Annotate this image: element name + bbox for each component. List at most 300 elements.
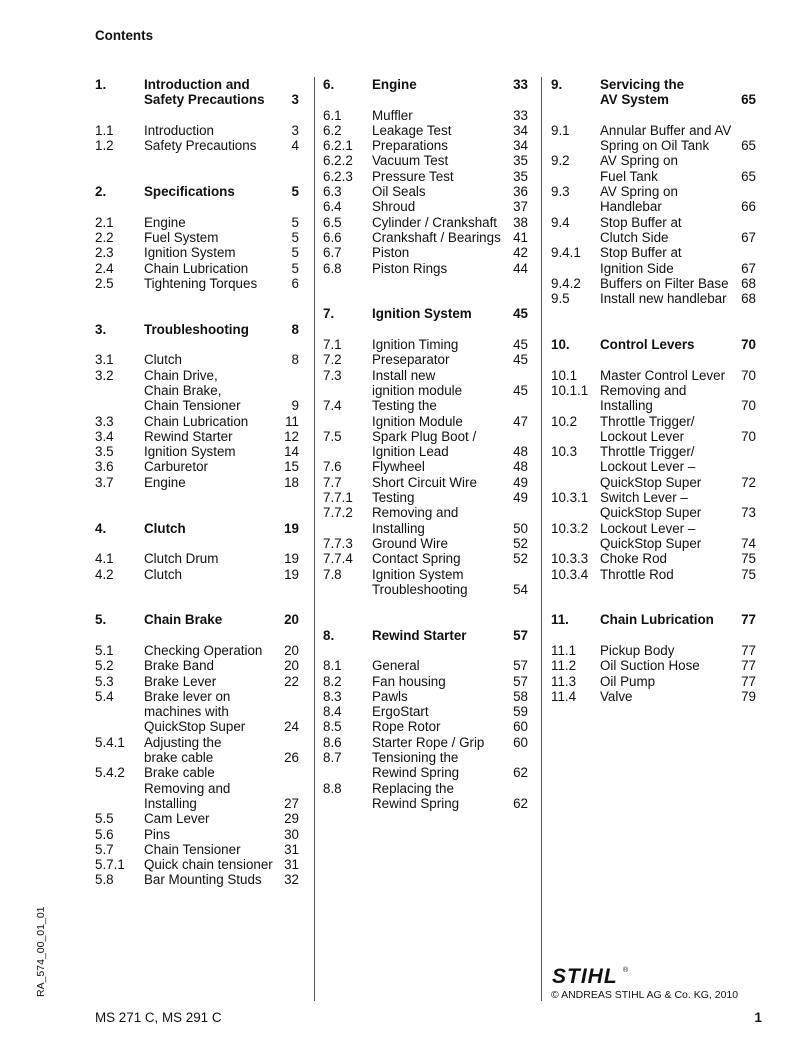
row-spacer [95, 108, 299, 123]
toc-entry-page: 77 [741, 658, 756, 674]
toc-entry-title: Shroud [372, 199, 416, 215]
toc-entry-number: 9.5 [551, 291, 570, 307]
toc-entry-page: 52 [513, 551, 528, 567]
toc-entry-title: Clutch [144, 566, 182, 582]
toc-entry-title: ignition module [372, 382, 463, 398]
toc-entry-title: Installing [372, 520, 425, 536]
toc-entry [551, 245, 756, 260]
toc-section-heading [95, 322, 299, 337]
toc-entry-title: Pins [144, 826, 171, 842]
toc-entry-title: Starter Rope / Grip [372, 734, 485, 750]
toc-entry-number: 2.5 [95, 275, 114, 291]
toc-entry [95, 674, 299, 689]
toc-entry-title: Rewind Spring [372, 765, 460, 781]
toc-entry-page: 34 [513, 138, 528, 154]
row-spacer [551, 582, 756, 597]
toc-entry-title: Engine [144, 214, 186, 230]
row-spacer [95, 306, 299, 321]
row-spacer [323, 612, 528, 627]
toc-entry [551, 689, 756, 704]
toc-entry-title: Chain Brake, [144, 382, 222, 398]
toc-entry-page: 5 [291, 184, 299, 200]
toc-entry [323, 536, 528, 551]
toc-entry [323, 490, 528, 505]
toc-entry [323, 781, 528, 796]
toc-entry-page: 77 [741, 673, 756, 689]
toc-entry-number: 5.7 [95, 841, 114, 857]
toc-entry-page: 45 [513, 382, 528, 398]
toc-entry-page: 49 [513, 474, 528, 490]
toc-entry [95, 796, 299, 811]
toc-entry [551, 368, 756, 383]
toc-entry-title: Lockout Lever [600, 428, 685, 444]
toc-entry [95, 429, 299, 444]
toc-entry-title: Annular Buffer and AV [600, 122, 732, 138]
toc-entry [323, 352, 528, 367]
toc-entry-number: 9. [551, 77, 563, 92]
toc-entry-title: Brake Band [144, 658, 214, 674]
toc-entry-title: Pawls [372, 688, 408, 704]
toc-entry [551, 521, 756, 536]
toc-column-2 [323, 77, 528, 811]
row-spacer [323, 322, 528, 337]
copyright-notice: © ANDREAS STIHL AG & Co. KG, 2010 [551, 989, 739, 1001]
toc-entry-number: 10.1.1 [551, 382, 589, 398]
toc-entry [323, 796, 528, 811]
toc-entry-title: Engine [144, 474, 186, 490]
toc-entry-page: 65 [741, 168, 756, 184]
toc-entry [323, 368, 528, 383]
toc-entry [323, 750, 528, 765]
toc-entry-page: 24 [284, 719, 299, 735]
toc-entry-number: 5.1 [95, 642, 114, 658]
toc-entry-page: 8 [291, 321, 299, 337]
toc-entry [551, 475, 756, 490]
toc-entry-number: 5.2 [95, 658, 114, 674]
toc-entry-number: 5.4 [95, 688, 114, 704]
toc-entry-number: 3. [95, 321, 107, 337]
toc-entry-title: Throttle Trigger/ [600, 444, 695, 460]
toc-entry [95, 475, 299, 490]
toc-entry-title: Piston [372, 245, 410, 261]
toc-entry-page: 49 [513, 490, 528, 506]
toc-entry-number: 7.1 [323, 337, 342, 353]
toc-entry-title: Throttle Trigger/ [600, 413, 695, 429]
toc-entry-title: Introduction [144, 122, 214, 138]
toc-entry-title: Servicing the [600, 77, 685, 92]
toc-entry-title: Vacuum Test [372, 153, 449, 169]
toc-entry-page: 27 [284, 795, 299, 811]
toc-entry-page: 52 [513, 535, 528, 551]
toc-entry [323, 215, 528, 230]
toc-section-heading [323, 628, 528, 643]
toc-section-heading [95, 92, 299, 107]
toc-entry [95, 765, 299, 780]
toc-entry-number: 4. [95, 520, 107, 536]
toc-entry-number: 6.2.1 [323, 138, 353, 154]
row-spacer [551, 628, 756, 643]
toc-entry-title: Stop Buffer at [600, 214, 682, 230]
toc-entry-title: Preparations [372, 138, 448, 154]
toc-entry-page: 37 [513, 199, 528, 215]
toc-entry [323, 505, 528, 520]
toc-entry-page: 29 [284, 811, 299, 827]
toc-entry-title: Ignition System [372, 306, 472, 322]
toc-entry [323, 765, 528, 780]
toc-entry [95, 857, 299, 872]
toc-entry-title: Clutch Side [600, 229, 669, 245]
toc-entry-number: 1.2 [95, 138, 114, 154]
toc-entry-title: Clutch [144, 520, 186, 536]
toc-entry-number: 8.7 [323, 750, 342, 766]
toc-entry [323, 398, 528, 413]
toc-entry-page: 36 [513, 184, 528, 200]
row-spacer [551, 306, 756, 321]
toc-entry-number: 5.4.1 [95, 734, 125, 750]
toc-entry [551, 658, 756, 673]
toc-entry-page: 45 [513, 352, 528, 368]
toc-entry-number: 10.2 [551, 413, 578, 429]
toc-entry-number: 9.3 [551, 184, 570, 200]
toc-entry-title: Flywheel [372, 459, 425, 475]
toc-entry-page: 77 [741, 612, 756, 628]
toc-entry-page: 48 [513, 444, 528, 460]
toc-entry-page: 70 [741, 428, 756, 444]
row-spacer [95, 597, 299, 612]
toc-entry-title: Adjusting the [144, 734, 222, 750]
toc-entry-page: 62 [513, 795, 528, 811]
toc-entry-title: Stop Buffer at [600, 245, 682, 261]
toc-entry-title: Oil Pump [600, 673, 656, 689]
row-spacer [551, 597, 756, 612]
toc-section-heading [323, 77, 528, 92]
toc-entry-title: Removing and [372, 505, 459, 521]
toc-entry-page: 3 [291, 92, 299, 108]
toc-entry-page: 57 [513, 673, 528, 689]
toc-entry-title: AV Spring on [600, 153, 678, 169]
toc-entry-title: ErgoStart [372, 704, 429, 720]
toc-entry [551, 536, 756, 551]
toc-entry-title: Short Circuit Wire [372, 474, 477, 490]
toc-entry-number: 6.2.3 [323, 168, 353, 184]
toc-entry [551, 123, 756, 138]
toc-entry-title: Clutch [144, 352, 182, 368]
toc-entry [551, 184, 756, 199]
toc-entry-page: 35 [513, 168, 528, 184]
toc-entry-title: Spark Plug Boot / [372, 428, 477, 444]
toc-entry-title: Chain Tensioner [144, 398, 241, 414]
toc-entry-number: 7.7 [323, 474, 342, 490]
toc-entry [323, 521, 528, 536]
toc-entry-title: Switch Lever – [600, 490, 688, 506]
toc-entry-page: 4 [291, 138, 299, 154]
toc-entry-title: Buffers on Filter Base [600, 275, 729, 291]
toc-entry-page: 34 [513, 122, 528, 138]
toc-entry-number: 7.5 [323, 428, 342, 444]
toc-entry-title: machines with [144, 704, 229, 720]
toc-entry-title: Brake cable [144, 765, 215, 781]
toc-section-heading [551, 612, 756, 627]
toc-entry-page: 32 [284, 872, 299, 888]
toc-entry-number: 6.1 [323, 107, 342, 123]
toc-entry-title: Introduction and [144, 77, 250, 92]
row-spacer [95, 490, 299, 505]
row-spacer [551, 352, 756, 367]
toc-entry-title: Fuel System [144, 229, 219, 245]
toc-entry-title: Muffler [372, 107, 413, 123]
toc-entry [323, 199, 528, 214]
toc-entry-page: 79 [741, 688, 756, 704]
toc-entry-title: Tightening Torques [144, 275, 258, 291]
toc-entry-title: Spring on Oil Tank [600, 138, 710, 154]
toc-entry-page: 67 [741, 260, 756, 276]
toc-entry-number: 10.3.2 [551, 520, 589, 536]
toc-entry [323, 337, 528, 352]
toc-entry-page: 19 [284, 566, 299, 582]
toc-entry-page: 72 [741, 474, 756, 490]
toc-entry-title: Rewind Starter [144, 428, 233, 444]
toc-entry [95, 398, 299, 413]
toc-entry [95, 230, 299, 245]
toc-entry [323, 444, 528, 459]
toc-entry [95, 444, 299, 459]
toc-entry-number: 5.5 [95, 811, 114, 827]
toc-entry-number: 10.1 [551, 367, 578, 383]
toc-entry [551, 429, 756, 444]
toc-entry-title: Safety Precautions [144, 92, 265, 108]
toc-entry [323, 459, 528, 474]
toc-entry-number: 3.4 [95, 428, 114, 444]
toc-entry-title: Clutch Drum [144, 551, 219, 567]
toc-entry-title: QuickStop Super [600, 535, 702, 551]
toc-section-heading [551, 92, 756, 107]
toc-entry-title: Checking Operation [144, 642, 263, 658]
toc-entry-title: Brake lever on [144, 688, 231, 704]
toc-entry-number: 3.2 [95, 367, 114, 383]
toc-entry-page: 11 [285, 413, 299, 429]
toc-section-heading [95, 184, 299, 199]
toc-entry-number: 5.3 [95, 673, 114, 689]
toc-entry-number: 6.2.2 [323, 153, 353, 169]
toc-entry-number: 7.7.4 [323, 551, 353, 567]
toc-entry-page: 77 [741, 642, 756, 658]
row-spacer [95, 337, 299, 352]
toc-entry [551, 490, 756, 505]
toc-entry-page: 3 [291, 122, 299, 138]
toc-entry [95, 750, 299, 765]
toc-entry-page: 38 [513, 214, 528, 230]
toc-section-heading [95, 77, 299, 92]
toc-entry-number: 9.2 [551, 153, 570, 169]
toc-entry-page: 19 [284, 520, 299, 536]
toc-entry-title: Master Control Lever [600, 367, 726, 383]
toc-entry-number: 9.4.1 [551, 245, 581, 261]
toc-entry-page: 31 [284, 857, 299, 873]
toc-entry [551, 398, 756, 413]
toc-entry [551, 567, 756, 582]
toc-entry-title: Testing the [372, 398, 437, 414]
toc-entry [95, 643, 299, 658]
toc-entry-title: Testing [372, 490, 415, 506]
toc-entry [551, 459, 756, 474]
toc-entry [323, 230, 528, 245]
toc-entry-title: Ignition Timing [372, 337, 459, 353]
toc-entry-title: Cylinder / Crankshaft [372, 214, 498, 230]
toc-entry-title: Contact Spring [372, 551, 461, 567]
toc-entry [551, 153, 756, 168]
toc-entry-number: 6.2 [323, 122, 342, 138]
toc-entry [95, 735, 299, 750]
toc-entry-title: Rewind Spring [372, 795, 460, 811]
toc-entry-page: 31 [284, 841, 299, 857]
toc-entry-title: Troubleshooting [372, 581, 468, 597]
toc-entry [95, 827, 299, 842]
toc-entry-title: Ignition Side [600, 260, 674, 276]
row-spacer [323, 643, 528, 658]
row-spacer [95, 291, 299, 306]
toc-entry-title: AV Spring on [600, 184, 678, 200]
toc-entry-number: 11.2 [551, 658, 577, 674]
toc-entry-number: 4.2 [95, 566, 114, 582]
toc-entry-title: Install new [372, 367, 436, 383]
toc-entry-title: Ignition System [144, 245, 236, 261]
toc-entry-title: Rewind Starter [372, 627, 467, 643]
toc-entry-page: 6 [291, 275, 299, 291]
toc-entry [551, 215, 756, 230]
toc-entry [323, 414, 528, 429]
toc-entry-title: Fuel Tank [600, 168, 658, 184]
toc-entry-number: 11.3 [551, 673, 577, 689]
toc-entry-number: 5.6 [95, 826, 114, 842]
toc-entry-page: 45 [513, 306, 528, 322]
toc-entry-title: Ignition System [144, 444, 236, 460]
toc-entry-page: 58 [513, 688, 528, 704]
toc-entry [323, 551, 528, 566]
toc-entry-number: 8.6 [323, 734, 342, 750]
toc-column-1 [95, 77, 299, 888]
toc-entry [95, 383, 299, 398]
toc-entry-number: 2.3 [95, 245, 114, 261]
toc-entry [551, 674, 756, 689]
toc-entry [551, 643, 756, 658]
toc-entry-number: 8. [323, 627, 335, 643]
toc-entry-page: 15 [284, 459, 299, 475]
toc-entry [323, 735, 528, 750]
toc-entry-title: Throttle Rod [600, 566, 674, 582]
toc-entry-title: Pickup Body [600, 642, 675, 658]
row-spacer [323, 92, 528, 107]
toc-entry [95, 215, 299, 230]
toc-entry-number: 10.3.4 [551, 566, 589, 582]
toc-entry [323, 108, 528, 123]
toc-entry-number: 7. [323, 306, 335, 322]
toc-entry-title: Control Levers [600, 337, 695, 353]
toc-entry-page: 42 [513, 245, 528, 261]
toc-entry [551, 444, 756, 459]
toc-entry-number: 3.3 [95, 413, 114, 429]
toc-entry [323, 689, 528, 704]
toc-entry-title: AV System [600, 92, 669, 108]
toc-entry-number: 11.1 [551, 642, 577, 658]
toc-entry-page: 65 [741, 92, 756, 108]
toc-entry-title: Chain Lubrication [144, 413, 249, 429]
toc-entry-title: General [372, 658, 420, 674]
toc-entry-title: QuickStop Super [144, 719, 246, 735]
toc-entry-number: 3.6 [95, 459, 114, 475]
toc-entry-title: Chain Tensioner [144, 841, 241, 857]
toc-entry [551, 230, 756, 245]
toc-entry-title: Chain Lubrication [144, 260, 249, 276]
toc-entry-number: 5.7.1 [95, 857, 125, 873]
toc-entry-number: 2.1 [95, 214, 114, 230]
toc-entry-title: Pressure Test [372, 168, 454, 184]
toc-entry-number: 10.3.3 [551, 551, 589, 567]
toc-entry-number: 10.3 [551, 444, 578, 460]
toc-entry-title: Installing [144, 795, 197, 811]
toc-entry [95, 123, 299, 138]
toc-entry-page: 48 [513, 459, 528, 475]
toc-entry [323, 475, 528, 490]
toc-entry-title: Fan housing [372, 673, 446, 689]
toc-entry-page: 68 [741, 275, 756, 291]
svg-text:®: ® [623, 967, 629, 974]
toc-entry [551, 551, 756, 566]
stihl-logo-text: STIHL [552, 965, 618, 987]
toc-entry [323, 153, 528, 168]
toc-entry-page: 5 [291, 229, 299, 245]
toc-entry [323, 169, 528, 184]
toc-entry-number: 8.2 [323, 673, 342, 689]
toc-entry [323, 719, 528, 734]
toc-entry-number: 6.7 [323, 245, 342, 261]
toc-entry-title: Replacing the [372, 780, 454, 796]
toc-entry [95, 567, 299, 582]
row-spacer [551, 322, 756, 337]
toc-entry-page: 47 [513, 413, 528, 429]
toc-entry [323, 261, 528, 276]
toc-entry [95, 719, 299, 734]
toc-entry-title: Ignition Lead [372, 444, 449, 460]
toc-entry-page: 20 [284, 612, 299, 628]
toc-entry-title: Troubleshooting [144, 321, 249, 337]
toc-entry-title: Carburetor [144, 459, 209, 475]
row-spacer [95, 582, 299, 597]
toc-entry-number: 6.5 [323, 214, 342, 230]
toc-entry-title: Removing and [600, 382, 687, 398]
toc-entry-number: 1.1 [95, 122, 114, 138]
toc-entry-number: 10. [551, 337, 570, 353]
toc-entry-number: 11.4 [551, 688, 577, 704]
toc-entry-page: 9 [291, 398, 299, 414]
toc-entry-page: 12 [284, 428, 299, 444]
toc-entry-number: 7.4 [323, 398, 342, 414]
toc-entry [95, 781, 299, 796]
toc-entry [323, 184, 528, 199]
toc-entry-title: Piston Rings [372, 260, 448, 276]
toc-entry-number: 7.8 [323, 566, 342, 582]
toc-entry-number: 3.7 [95, 474, 114, 490]
toc-entry-page: 20 [284, 642, 299, 658]
toc-entry-title: Lockout Lever – [600, 459, 696, 475]
toc-entry-page: 73 [741, 505, 756, 521]
toc-entry [95, 689, 299, 704]
row-spacer [95, 628, 299, 643]
toc-entry-title: Oil Suction Hose [600, 658, 700, 674]
toc-entry-title: Ignition System [372, 566, 464, 582]
toc-entry-title: Safety Precautions [144, 138, 257, 154]
toc-entry-number: 8.8 [323, 780, 342, 796]
toc-entry-page: 44 [513, 260, 528, 276]
